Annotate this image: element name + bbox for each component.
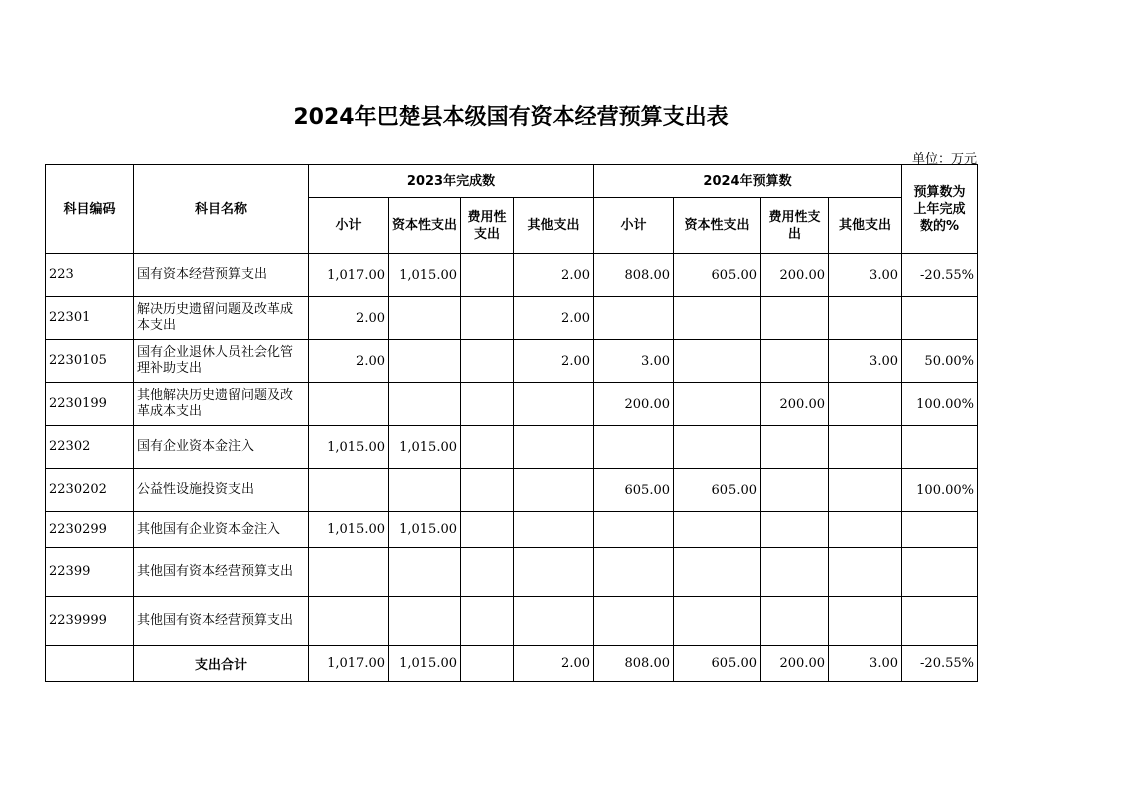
- row-name: 其他国有资本经营预算支出: [134, 548, 309, 597]
- row-2023-other: 2.00: [514, 254, 594, 297]
- row-2023-capital: 1,015.00: [389, 254, 461, 297]
- row-2023-other: [514, 597, 594, 646]
- row-2023-capital: [389, 297, 461, 340]
- row-code: 2230199: [46, 383, 134, 426]
- row-name: 其他解决历史遗留问题及改革成本支出: [134, 383, 309, 426]
- header-2023-capital: 资本性支出: [389, 198, 461, 254]
- row-2023-other: 2.00: [514, 340, 594, 383]
- total-2024-other: 3.00: [829, 646, 902, 682]
- row-code: 2230299: [46, 512, 134, 548]
- row-name: 解决历史遗留问题及改革成本支出: [134, 297, 309, 340]
- table-row: [46, 426, 978, 469]
- total-2024-capital: 605.00: [674, 646, 761, 682]
- row-2024-expense: [761, 297, 829, 340]
- row-2024-capital: [674, 597, 761, 646]
- row-2024-total: 605.00: [594, 469, 674, 512]
- table-row: [46, 548, 978, 597]
- row-2024-total: 3.00: [594, 340, 674, 383]
- row-2024-expense: 200.00: [761, 383, 829, 426]
- table-row: [46, 597, 978, 646]
- row-code: 2239999: [46, 597, 134, 646]
- row-2023-other: [514, 469, 594, 512]
- row-code: 2230202: [46, 469, 134, 512]
- row-2024-total: [594, 548, 674, 597]
- row-2024-capital: 605.00: [674, 469, 761, 512]
- total-2023-other: 2.00: [514, 646, 594, 682]
- row-ratio: [902, 512, 978, 548]
- row-2024-expense: [761, 597, 829, 646]
- table-row: [46, 383, 978, 426]
- row-code: 22302: [46, 426, 134, 469]
- row-2024-expense: 200.00: [761, 254, 829, 297]
- row-2023-total: [309, 383, 389, 426]
- row-name: 其他国有资本经营预算支出: [134, 597, 309, 646]
- row-ratio: [902, 297, 978, 340]
- row-2023-capital: [389, 469, 461, 512]
- row-2023-capital: [389, 548, 461, 597]
- total-code-cell: [46, 646, 134, 682]
- table-row: [46, 469, 978, 512]
- header-2023-other: 其他支出: [514, 198, 594, 254]
- row-2024-total: 808.00: [594, 254, 674, 297]
- row-ratio: [902, 426, 978, 469]
- row-2023-expense: [461, 426, 514, 469]
- row-ratio: -20.55%: [902, 254, 978, 297]
- row-2023-expense: [461, 469, 514, 512]
- row-2024-expense: [761, 512, 829, 548]
- row-2023-other: 2.00: [514, 297, 594, 340]
- row-2023-other: [514, 512, 594, 548]
- total-label: 支出合计: [134, 646, 309, 682]
- row-2023-total: 2.00: [309, 340, 389, 383]
- header-2024-expense: 费用性支出: [761, 198, 829, 254]
- header-2024-capital: 资本性支出: [674, 198, 761, 254]
- row-2024-capital: [674, 340, 761, 383]
- row-2023-total: 1,017.00: [309, 254, 389, 297]
- total-2023-total: 1,017.00: [309, 646, 389, 682]
- row-name: 国有企业资本金注入: [134, 426, 309, 469]
- header-group-2023: 2023年完成数: [309, 165, 594, 198]
- row-2024-capital: [674, 297, 761, 340]
- page-title: 2024年巴楚县本级国有资本经营预算支出表: [293, 105, 729, 130]
- row-name: 公益性设施投资支出: [134, 469, 309, 512]
- row-2023-capital: [389, 597, 461, 646]
- row-2023-expense: [461, 297, 514, 340]
- row-2023-total: 2.00: [309, 297, 389, 340]
- header-2023-total: 小计: [309, 198, 389, 254]
- row-2024-expense: [761, 426, 829, 469]
- total-2024-expense: 200.00: [761, 646, 829, 682]
- row-2023-total: 1,015.00: [309, 426, 389, 469]
- row-2023-other: [514, 548, 594, 597]
- row-2023-total: [309, 469, 389, 512]
- header-2024-other: 其他支出: [829, 198, 902, 254]
- row-2024-other: [829, 297, 902, 340]
- row-ratio: 50.00%: [902, 340, 978, 383]
- row-2023-expense: [461, 548, 514, 597]
- row-ratio: 100.00%: [902, 469, 978, 512]
- row-2024-total: [594, 512, 674, 548]
- row-2024-capital: [674, 426, 761, 469]
- row-2023-expense: [461, 597, 514, 646]
- row-2024-expense: [761, 340, 829, 383]
- row-ratio: 100.00%: [902, 383, 978, 426]
- row-name: 其他国有企业资本金注入: [134, 512, 309, 548]
- row-2024-capital: 605.00: [674, 254, 761, 297]
- row-name: 国有企业退休人员社会化管理补助支出: [134, 340, 309, 383]
- row-2024-total: 200.00: [594, 383, 674, 426]
- row-2024-other: [829, 548, 902, 597]
- table-row: [46, 297, 978, 340]
- row-2024-total: [594, 297, 674, 340]
- row-2023-total: [309, 597, 389, 646]
- table-row: [46, 340, 978, 383]
- total-2023-capital: 1,015.00: [389, 646, 461, 682]
- row-2024-other: 3.00: [829, 340, 902, 383]
- row-2023-other: [514, 383, 594, 426]
- row-ratio: [902, 548, 978, 597]
- row-2024-other: [829, 469, 902, 512]
- row-2023-expense: [461, 340, 514, 383]
- row-2024-capital: [674, 548, 761, 597]
- header-code: 科目编码: [46, 165, 134, 254]
- row-2024-capital: [674, 512, 761, 548]
- row-2024-other: 3.00: [829, 254, 902, 297]
- row-2024-total: [594, 426, 674, 469]
- row-2023-other: [514, 426, 594, 469]
- row-2023-expense: [461, 383, 514, 426]
- header-group-2024: 2024年预算数: [594, 165, 902, 198]
- header-2023-expense: 费用性支出: [461, 198, 514, 254]
- total-2023-expense: [461, 646, 514, 682]
- unit-label: 单位：万元: [911, 152, 977, 167]
- header-ratio: 预算数为上年完成数的%: [902, 165, 978, 254]
- row-2024-other: [829, 426, 902, 469]
- total-2024-total: 808.00: [594, 646, 674, 682]
- row-name: 国有资本经营预算支出: [134, 254, 309, 297]
- row-2023-capital: [389, 383, 461, 426]
- header-2024-total: 小计: [594, 198, 674, 254]
- row-2024-capital: [674, 383, 761, 426]
- row-2024-expense: [761, 548, 829, 597]
- table-row: [46, 512, 978, 548]
- row-2024-other: [829, 512, 902, 548]
- row-2024-other: [829, 383, 902, 426]
- row-code: 2230105: [46, 340, 134, 383]
- row-2023-total: [309, 548, 389, 597]
- row-ratio: [902, 597, 978, 646]
- budget-table: [45, 164, 978, 682]
- header-name: 科目名称: [134, 165, 309, 254]
- row-2023-total: 1,015.00: [309, 512, 389, 548]
- total-row: [46, 646, 978, 682]
- row-code: 22399: [46, 548, 134, 597]
- row-2024-other: [829, 597, 902, 646]
- row-2023-capital: 1,015.00: [389, 426, 461, 469]
- row-2024-total: [594, 597, 674, 646]
- total-ratio: -20.55%: [902, 646, 978, 682]
- row-code: 22301: [46, 297, 134, 340]
- row-2023-expense: [461, 254, 514, 297]
- row-2024-expense: [761, 469, 829, 512]
- row-code: 223: [46, 254, 134, 297]
- row-2023-capital: 1,015.00: [389, 512, 461, 548]
- row-2023-capital: [389, 340, 461, 383]
- table-row: [46, 254, 978, 297]
- table-body: [46, 254, 978, 646]
- row-2023-expense: [461, 512, 514, 548]
